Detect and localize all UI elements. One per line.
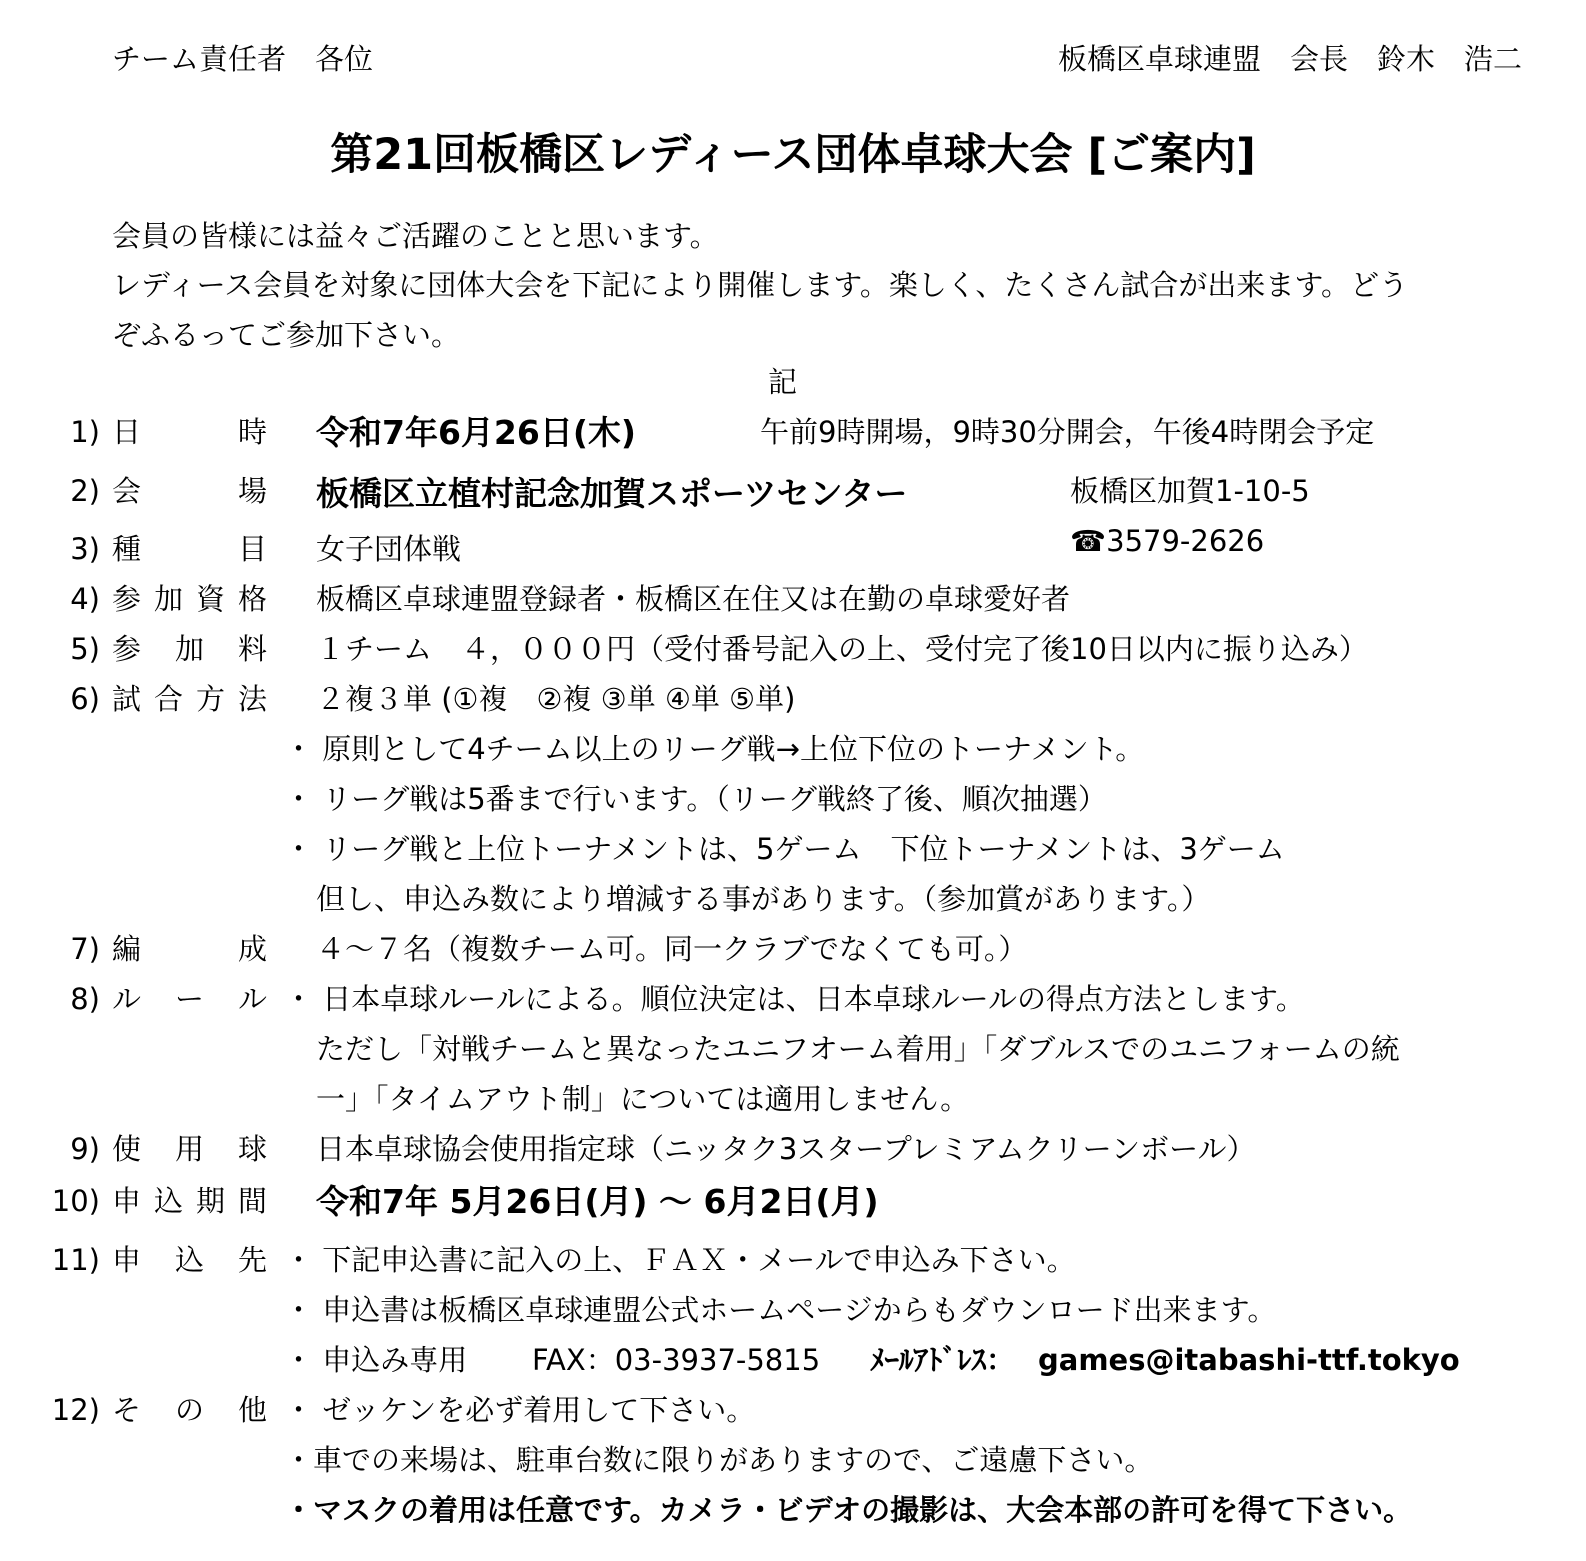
mail-label: ﾒｰﾙｱﾄﾞﾚｽ： [870, 1343, 1016, 1377]
match-rule-1: ・ 原則として4チーム以上のリーグ戦→上位下位のトーナメント。 [284, 732, 1145, 766]
item-3-label: 種 目 [112, 532, 267, 566]
match-format: ２複３単 (①複 ②複 ③単 ④単 ⑤単) [316, 682, 796, 716]
venue-address: 板橋区加賀1-10-5 [1070, 474, 1310, 508]
item-10-number: 10) [51, 1184, 100, 1218]
mail-address: games@itabashi-ttf.tokyo [1038, 1343, 1460, 1377]
item-5-label: 参 加 料 [112, 632, 267, 666]
item-1-number: 1) [70, 415, 100, 449]
match-rule-3-note: 但し、申込み数により増減する事があります。（参加賞があります。） [316, 882, 1211, 916]
other-line-1: ・ ゼッケンを必ず着用して下さい。 [284, 1393, 756, 1427]
item-8-number: 8) [70, 982, 100, 1016]
item-7-label: 編 成 [112, 932, 267, 966]
match-rule-3: ・ リーグ戦と上位トーナメントは、5ゲーム 下位トーナメントは、3ゲーム [284, 832, 1285, 866]
match-rule-2: ・ リーグ戦は5番まで行います。（リーグ戦終了後、順次抽選） [284, 782, 1107, 816]
item-6-label: 試 合 方 法 [112, 682, 267, 716]
application-period: 令和7年 5月26日(月) ～ 6月2日(月) [316, 1182, 879, 1221]
venue-name: 板橋区立植村記念加賀スポーツセンター [316, 474, 908, 513]
intro-line-1: 会員の皆様には益々ご活躍のことと思います。 [112, 219, 719, 253]
official-ball: 日本卓球協会使用指定球（ニッタク3スタープレミアムクリーンボール） [316, 1132, 1256, 1166]
ki-mark: 記 [768, 365, 798, 399]
item-12-label: そ の 他 [112, 1393, 267, 1427]
addressee: チーム責任者 各位 [112, 42, 374, 76]
team-composition: ４～７名（複数チーム可。同一クラブでなくても可。） [316, 932, 1028, 966]
item-9-number: 9) [70, 1132, 100, 1166]
intro-line-3: ぞふるってご参加下さい。 [112, 318, 461, 352]
event-date: 令和7年6月26日(木) [316, 413, 637, 452]
item-5-number: 5) [70, 632, 100, 666]
event-category: 女子団体戦 [316, 532, 462, 566]
item-4-number: 4) [70, 582, 100, 616]
fax-number: FAX：03-3937-5815 [532, 1343, 821, 1377]
rules-line-1: ・ 日本卓球ルールによる。順位決定は、日本卓球ルールの得点方法とします。 [284, 982, 1305, 1016]
intro-line-2: レディース会員を対象に団体大会を下記により開催します。楽しく、たくさん試合が出来ます。どう [112, 268, 1409, 302]
rules-line-3: 一」「タイムアウト制」については適用しません。 [316, 1082, 970, 1116]
page-title: 第21回板橋区レディース団体卓球大会 [ご案内] [330, 130, 1256, 180]
item-2-label: 会 場 [112, 474, 267, 508]
item-1-label: 日 時 [112, 415, 267, 449]
other-line-3: ・マスクの着用は任意です。カメラ・ビデオの撮影は、大会本部の許可を得て下さい。 [284, 1493, 1413, 1527]
item-10-label: 申 込 期 間 [112, 1184, 267, 1218]
item-11-label: 申 込 先 [112, 1243, 267, 1277]
sender: 板橋区卓球連盟 会長 鈴木 浩二 [1057, 42, 1522, 76]
venue-phone: ☎3579-2626 [1070, 524, 1265, 558]
application-line-3-prefix: ・ 申込み専用 [284, 1343, 468, 1377]
item-3-number: 3) [70, 532, 100, 566]
item-4-label: 参 加 資 格 [112, 582, 267, 616]
event-schedule: 午前9時開場，9時30分開会，午後4時閉会予定 [760, 415, 1375, 449]
item-6-number: 6) [70, 682, 100, 716]
item-7-number: 7) [70, 932, 100, 966]
item-9-label: 使 用 球 [112, 1132, 267, 1166]
item-11-number: 11) [51, 1243, 100, 1277]
rules-line-2: ただし「対戦チームと異なったユニフオーム着用」「ダブルスでのユニフォームの統 [316, 1032, 1400, 1066]
item-2-number: 2) [70, 474, 100, 508]
application-line-1: ・ 下記申込書に記入の上、ＦＡＸ・メールで申込み下さい。 [284, 1243, 1076, 1277]
application-line-2: ・ 申込書は板橋区卓球連盟公式ホームページからもダウンロード出来ます。 [284, 1293, 1277, 1327]
eligibility: 板橋区卓球連盟登録者・板橋区在住又は在勤の卓球愛好者 [316, 582, 1071, 616]
other-line-2: ・車での来場は、駐車台数に限りがありますので、ご遠慮下さい。 [284, 1443, 1154, 1477]
item-12-number: 12) [51, 1393, 100, 1427]
item-8-label: ル ー ル [112, 982, 267, 1016]
entry-fee: １チーム ４，０００円（受付番号記入の上、受付完了後10日以内に振り込み） [316, 632, 1368, 666]
